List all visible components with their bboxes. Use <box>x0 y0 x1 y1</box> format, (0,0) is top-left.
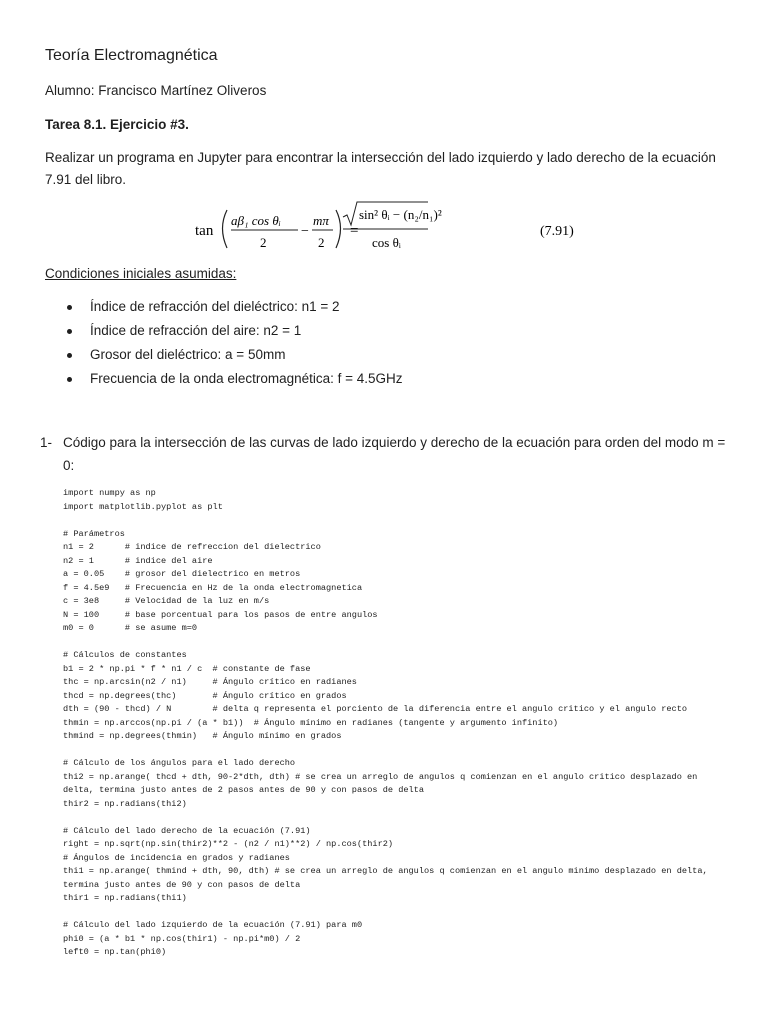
conditions-list <box>62 297 403 393</box>
eq-left-paren <box>223 210 228 248</box>
eq-number: (7.91) <box>540 224 574 239</box>
student-name: Alumno: Francisco Martínez Oliveros <box>45 83 267 98</box>
eq-tan: tan <box>195 223 214 239</box>
condition-item: Frecuencia de la onda electromagnética: f = 4.5GHz <box>62 369 403 393</box>
task-heading: Tarea 8.1. Ejercicio #3. <box>45 117 189 132</box>
eq-equals: = <box>350 223 359 239</box>
eq-lhs-den1: 2 <box>260 235 267 250</box>
eq-minus: − <box>301 224 309 239</box>
intro-paragraph: Realizar un programa en Jupyter para encontrar la intersección del lado izquierdo y lado derecho de la ecuación 7.91 del libro. <box>45 150 716 187</box>
eq-lhs-num1: aβ₁ cos θᵢ <box>231 213 281 228</box>
eq-rhs-num: sin² θᵢ − (n₂/n₁)² <box>359 207 442 222</box>
equation-7-91 <box>190 198 590 256</box>
document-title: Teoría Electromagnética <box>45 47 218 64</box>
condition-item: Índice de refracción del dieléctrico: n1 = 2 <box>62 297 403 321</box>
condition-item: Grosor del dieléctrico: a = 50mm <box>62 345 403 369</box>
eq-right-paren <box>336 210 341 248</box>
step-number: 1- <box>40 435 53 450</box>
eq-lhs-den2: 2 <box>318 235 325 250</box>
conditions-heading: Condiciones iniciales asumidas: <box>45 266 237 281</box>
eq-lhs-num2: mπ <box>313 213 329 228</box>
condition-item: Índice de refracción del aire: n2 = 1 <box>62 321 403 345</box>
code-block: import numpy as np import matplotlib.pyplot as plt # Parámetros n1 = 2 # indice de refreccion del dielectrico n2 = 1 # indice del aire a = 0.05 # grosor del dielectrico en metros f = 4.5e9 # Frecuencia en Hz de la onda electromagnetica c = 3e8 # Velocidad de la luz en m/s N = 100 # base porcentual para los pasos de entre angulos m0 = 0 # se asume m=0 # Cálculos de constantes b1 = 2 * np.pi * f * n1 / c # constante de fase thc = np.arcsin(n2 / n1) # Ángulo crítico en radianes thcd = np.degrees(thc) # Ángulo crítico en grados dth = (90 - thcd) / N # delta q representa el porciento de la diferencia entre el angulo critico y el angulo recto thmin = np.arccos(np.pi / (a * b1)) # Ángulo mínimo en radianes (tangente y argumento infinito) thmind = np.degrees(thmin) # Ángulo mínimo en grados # Cálculo de los ángulos para el lado derecho thi2 = np.arange( thcd + dth, 90-2*dth, dth) # se crea un arreglo de angulos q comienzan en el angulo critico desplazado en delta, termina justo antes de 2 pasos antes de 90 y con pasos de delta thir2 = np.radians(thi2) # Cálculo del lado derecho de la ecuación (7.91) right = np.sqrt(np.sin(thir2)**2 - (n2 / n1)**2) / np.cos(thir2) # Ángulos de incidencia en grados y radianes thi1 = np.arange( thmind + dth, 90, dth) # se crea un arreglo de angulos q comienzan en el angulo minimo desplazado en delta, termina justo antes de 90 y con pasos de delta thir1 = np.radians(thi1) # Cálculo del lado izquierdo de la ecuación (7.91) para m0 phi0 = (a * b1 * np.cos(thir1) - np.pi*m0) / 2 left0 = np.tan(phi0) <box>63 488 708 957</box>
step-text: Código para la intersección de las curvas de lado izquierdo y derecho de la ecuación para orden del modo m = 0: <box>63 435 726 473</box>
equation-graphic <box>190 198 590 256</box>
eq-rhs-den: cos θᵢ <box>372 235 401 250</box>
